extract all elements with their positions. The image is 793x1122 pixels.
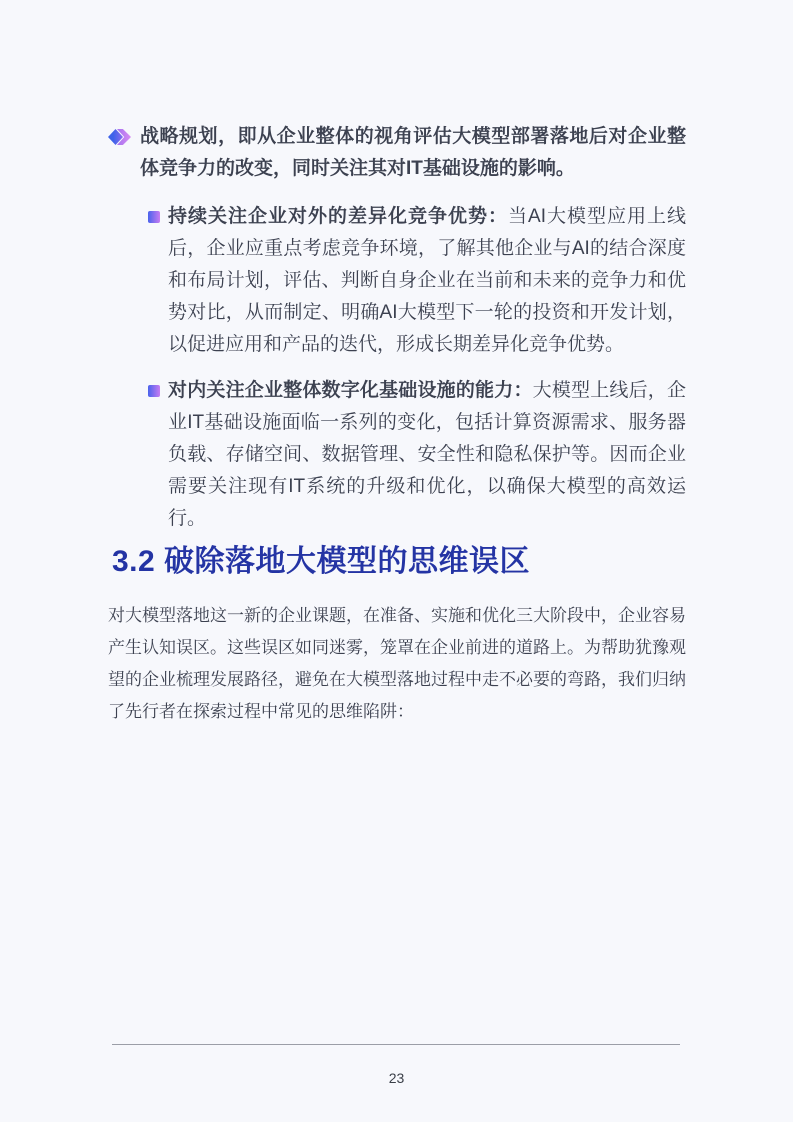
bullet-strategy-planning-text: 战略规划，即从企业整体的视角评估大模型部署落地后对企业整体竞争力的改变，同时关注其对IT基础设施的影响。 [140, 126, 686, 179]
section-heading: 3.2 破除落地大模型的思维误区 [112, 545, 531, 578]
sub-bullet-external-text [168, 201, 686, 361]
sub-bullet-external-body: 当AI大模型应用上线后，企业应重点考虑竞争环境，了解其他企业与AI的结合深度和布局计划，评估、判断自身企业在当前和未来的竞争力和优势对比，从而制定、明确AI大模型下一轮的投资和开发计划，以促进应用和产品的迭代，形成长期差异化竞争优势。 [168, 206, 686, 355]
page-number: 23 [388, 1070, 405, 1086]
bullet-strategy-planning [108, 121, 686, 185]
section-intro-paragraph: 对大模型落地这一新的企业课题，在准备、实施和优化三大阶段中，企业容易产生认知误区。这些误区如同迷雾，笼罩在企业前进的道路上。为帮助犹豫观望的企业梳理发展路径，避免在大模型落地过程中走不必要的弯路，我们归纳了先行者在探索过程中常见的思维陷阱： [108, 606, 686, 721]
gradient-square-icon [148, 211, 160, 223]
sub-bullet-internal-lead: 对内关注企业整体数字化基础设施的能力： [168, 380, 533, 401]
sub-bullet-external-lead: 持续关注企业对外的差异化竞争优势： [168, 206, 509, 227]
diamond-arrow-icon [108, 129, 132, 145]
sub-bullet-internal-infrastructure [148, 375, 686, 535]
sub-bullet-internal-body: 大模型上线后，企业IT基础设施面临一系列的变化，包括计算资源需求、服务器负载、存储空间、数据管理、安全性和隐私保护等。因而企业需要关注现有IT系统的升级和优化，以确保大模型的高效运行。 [168, 380, 686, 529]
sub-bullet-external-competitiveness [148, 201, 686, 361]
gradient-square-icon [148, 385, 160, 397]
sub-bullet-internal-text [168, 375, 686, 535]
footer-divider [112, 1044, 680, 1045]
